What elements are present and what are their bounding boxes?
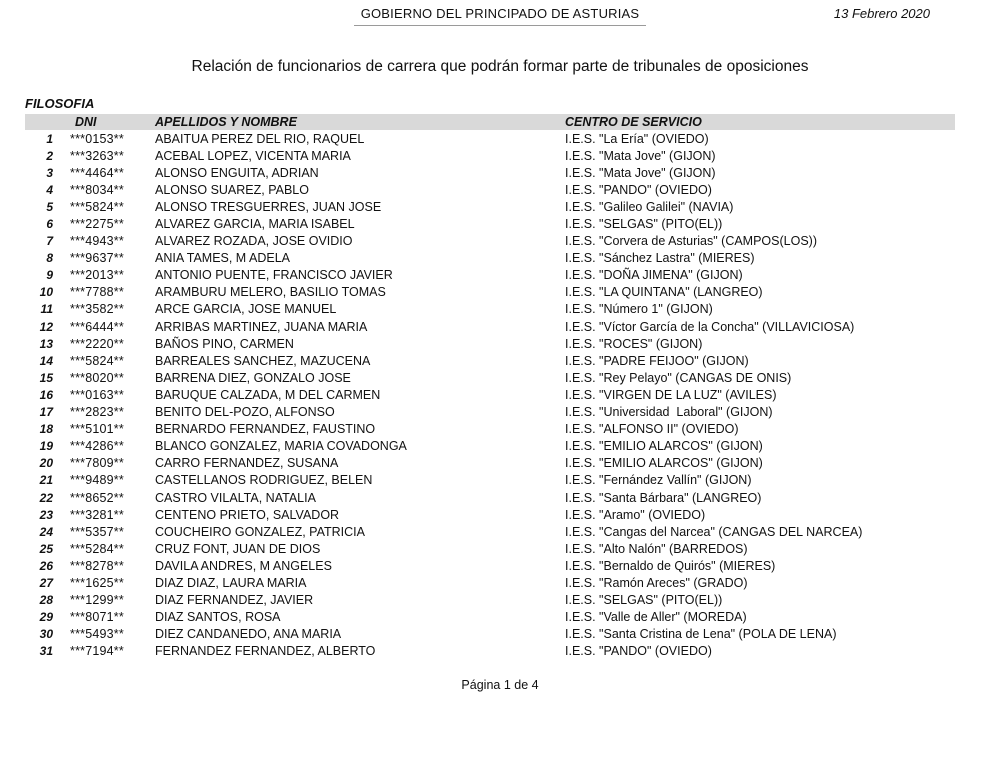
table-row [25,198,955,215]
row-number: 7 [46,234,53,249]
row-center: I.E.S. "Aramo" (OVIEDO) [565,507,706,522]
row-dni: ***9637** [70,251,124,266]
row-number: 16 [39,387,53,402]
row-name: ABAITUA PEREZ DEL RIO, RAQUEL [155,131,365,146]
table-row [25,557,955,574]
row-name: DIEZ CANDANEDO, ANA MARIA [155,627,342,642]
table-row [25,643,955,660]
row-dni: ***8652** [70,490,124,505]
table-body [25,130,955,660]
row-center: I.E.S. "Cangas del Narcea" (CANGAS DEL NARCEA) [565,524,863,539]
table-row [25,592,955,609]
row-number: 2 [46,148,53,163]
row-name: BARREALES SANCHEZ, MAZUCENA [155,353,371,368]
table-row [25,147,955,164]
row-number: 27 [39,575,53,590]
row-dni: ***0153** [70,131,124,146]
row-center: I.E.S. "Número 1" (GIJON) [565,302,713,317]
table-row [25,386,955,403]
org-title: GOBIERNO DEL PRINCIPADO DE ASTURIAS [354,6,647,26]
table-row [25,626,955,643]
row-center: I.E.S. "PADRE FEIJOO" (GIJON) [565,353,749,368]
row-dni: ***8071** [70,610,124,625]
row-number: 30 [39,627,53,642]
row-number: 8 [46,251,53,266]
row-center: I.E.S. "Galileo Galilei" (NAVIA) [565,199,734,214]
row-center: I.E.S. "EMILIO ALARCOS" (GIJON) [565,439,763,454]
row-name: DAVILA ANDRES, M ANGELES [155,558,332,573]
row-center: I.E.S. "Bernaldo de Quirós" (MIERES) [565,558,776,573]
table-row [25,540,955,557]
row-dni: ***7809** [70,456,124,471]
row-dni: ***5101** [70,422,124,437]
table-row [25,523,955,540]
row-dni: ***2823** [70,405,124,420]
column-header-dni: DNI [75,115,97,129]
row-name: ARAMBURU MELERO, BASILIO TOMAS [155,285,386,300]
row-number: 21 [39,473,53,488]
row-dni: ***2220** [70,336,124,351]
row-name: COUCHEIRO GONZALEZ, PATRICIA [155,524,365,539]
row-dni: ***5493** [70,627,124,642]
row-number: 3 [46,165,53,180]
table-row [25,404,955,421]
row-center: I.E.S. "Fernández Vallín" (GIJON) [565,473,752,488]
row-name: DIAZ SANTOS, ROSA [155,610,281,625]
table-header-row [25,114,955,130]
row-number: 26 [39,558,53,573]
row-dni: ***5824** [70,353,124,368]
row-name: CRUZ FONT, JUAN DE DIOS [155,541,321,556]
row-name: DIAZ FERNANDEZ, JAVIER [155,593,314,608]
row-name: ANTONIO PUENTE, FRANCISCO JAVIER [155,268,393,283]
table-row [25,130,955,147]
row-center: I.E.S. "PANDO" (OVIEDO) [565,644,712,659]
row-number: 25 [39,541,53,556]
row-center: I.E.S. "LA QUINTANA" (LANGREO) [565,285,763,300]
table-row [25,438,955,455]
row-name: BARUQUE CALZADA, M DEL CARMEN [155,387,381,402]
header-date: 13 Febrero 2020 [833,6,930,21]
row-center: I.E.S. "Víctor García de la Concha" (VILLAVICIOSA) [565,319,855,334]
row-center: I.E.S. "La Ería" (OVIEDO) [565,131,709,146]
table-row [25,164,955,181]
row-center: I.E.S. "Santa Cristina de Lena" (POLA DE LENA) [565,627,837,642]
row-number: 28 [39,593,53,608]
row-name: ACEBAL LOPEZ, VICENTA MARIA [155,148,351,163]
table-row [25,267,955,284]
row-center: I.E.S. "Valle de Aller" (MOREDA) [565,610,747,625]
row-number: 12 [39,319,53,334]
row-dni: ***9489** [70,473,124,488]
row-center: I.E.S. "Alto Nalón" (BARREDOS) [565,541,748,556]
row-dni: ***0163** [70,387,124,402]
row-center: I.E.S. "EMILIO ALARCOS" (GIJON) [565,456,763,471]
row-center: I.E.S. "ALFONSO II" (OVIEDO) [565,422,739,437]
table-row [25,369,955,386]
row-name: ARRIBAS MARTINEZ, JUANA MARIA [155,319,368,334]
column-header-name: APELLIDOS Y NOMBRE [155,115,297,129]
table-row [25,250,955,267]
row-dni: ***1299** [70,593,124,608]
row-number: 5 [46,199,53,214]
row-dni: ***4286** [70,439,124,454]
row-name: ALONSO ENGUITA, ADRIAN [155,165,319,180]
row-number: 31 [39,644,53,659]
table-row [25,574,955,591]
row-name: BLANCO GONZALEZ, MARIA COVADONGA [155,439,407,454]
page-title: Relación de funcionarios de carrera que podrán formar parte de tribunales de oposiciones [191,58,809,75]
row-dni: ***8034** [70,182,124,197]
row-name: CASTRO VILALTA, NATALIA [155,490,316,505]
table-row [25,318,955,335]
row-dni: ***3281** [70,507,124,522]
row-center: I.E.S. "Mata Jove" (GIJON) [565,165,716,180]
row-center: I.E.S. "Santa Bárbara" (LANGREO) [565,490,762,505]
row-name: BERNARDO FERNANDEZ, FAUSTINO [155,422,376,437]
row-dni: ***4943** [70,234,124,249]
row-number: 23 [39,507,53,522]
table-row [25,215,955,232]
row-dni: ***8020** [70,370,124,385]
row-name: ALONSO TRESGUERRES, JUAN JOSE [155,199,382,214]
row-number: 17 [39,405,53,420]
row-name: DIAZ DIAZ, LAURA MARIA [155,575,307,590]
row-center: I.E.S. "Ramón Areces" (GRADO) [565,575,748,590]
section-label: FILOSOFIA [25,96,95,111]
table-row [25,284,955,301]
row-name: ARCE GARCIA, JOSE MANUEL [155,302,337,317]
row-center: I.E.S. "Rey Pelayo" (CANGAS DE ONIS) [565,370,792,385]
row-dni: ***1625** [70,575,124,590]
page-number: Página 1 de 4 [461,678,539,692]
row-center: I.E.S. "Sánchez Lastra" (MIERES) [565,251,755,266]
row-name: CARRO FERNANDEZ, SUSANA [155,456,339,471]
row-number: 20 [39,456,53,471]
table-row [25,506,955,523]
row-number: 18 [39,422,53,437]
row-number: 1 [46,131,53,146]
row-center: I.E.S. "SELGAS" (PITO(EL)) [565,217,723,232]
row-number: 11 [40,302,53,317]
row-dni: ***2275** [70,217,124,232]
row-number: 4 [46,182,53,197]
row-name: CENTENO PRIETO, SALVADOR [155,507,340,522]
row-dni: ***3263** [70,148,124,163]
row-dni: ***7788** [70,285,124,300]
row-dni: ***8278** [70,558,124,573]
row-center: I.E.S. "Universidad Laboral" (GIJON) [565,405,773,420]
row-number: 9 [46,268,53,283]
row-name: CASTELLANOS RODRIGUEZ, BELEN [155,473,373,488]
row-number: 13 [39,336,53,351]
row-center: I.E.S. "Corvera de Asturias" (CAMPOS(LOS)) [565,234,817,249]
row-number: 10 [39,285,53,300]
row-dni: ***5824** [70,199,124,214]
row-name: BENITO DEL-POZO, ALFONSO [155,405,335,420]
row-name: ANIA TAMES, M ADELA [155,251,290,266]
row-center: I.E.S. "VIRGEN DE LA LUZ" (AVILES) [565,387,777,402]
table-row [25,181,955,198]
table-row [25,472,955,489]
row-dni: ***2013** [70,268,124,283]
row-dni: ***3582** [70,302,124,317]
row-dni: ***7194** [70,644,124,659]
row-dni: ***6444** [70,319,124,334]
table-row [25,421,955,438]
row-name: ALVAREZ ROZADA, JOSE OVIDIO [155,234,353,249]
table-row [25,455,955,472]
row-name: BAÑOS PINO, CARMEN [155,336,294,351]
row-name: ALVAREZ GARCIA, MARIA ISABEL [155,217,355,232]
row-name: BARRENA DIEZ, GONZALO JOSE [155,370,351,385]
row-number: 29 [39,610,53,625]
row-name: ALONSO SUAREZ, PABLO [155,182,309,197]
column-header-center: CENTRO DE SERVICIO [565,115,702,129]
table-row [25,489,955,506]
row-dni: ***5284** [70,541,124,556]
table-row [25,301,955,318]
row-dni: ***4464** [70,165,124,180]
row-number: 6 [46,217,53,232]
row-name: FERNANDEZ FERNANDEZ, ALBERTO [155,644,376,659]
row-number: 24 [39,524,53,539]
row-center: I.E.S. "DOÑA JIMENA" (GIJON) [565,268,743,283]
row-center: I.E.S. "Mata Jove" (GIJON) [565,148,716,163]
table-row [25,335,955,352]
row-center: I.E.S. "ROCES" (GIJON) [565,336,703,351]
table-row [25,609,955,626]
table-row [25,352,955,369]
row-number: 14 [39,353,53,368]
row-dni: ***5357** [70,524,124,539]
table-row [25,233,955,250]
row-center: I.E.S. "PANDO" (OVIEDO) [565,182,712,197]
row-number: 22 [39,490,53,505]
row-center: I.E.S. "SELGAS" (PITO(EL)) [565,593,723,608]
row-number: 15 [39,370,53,385]
row-number: 19 [39,439,53,454]
